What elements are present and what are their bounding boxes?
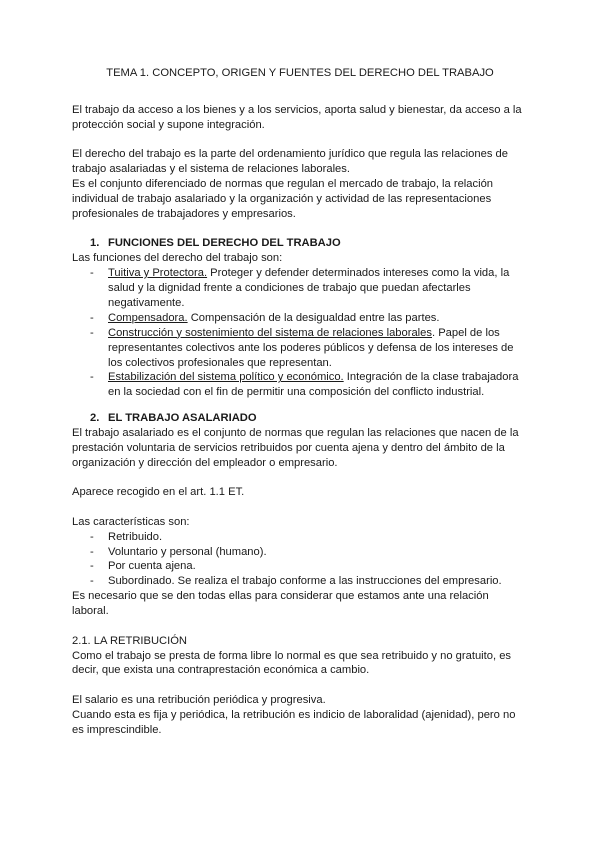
list-item — [72, 266, 528, 311]
section-2-heading — [72, 411, 528, 426]
function-term: Tuitiva y Protectora. — [108, 267, 208, 280]
function-text: . Papel de los representantes colectivos ante los poderes públicos y defensa de los intereses de los colectivos profesionales que representan. — [108, 326, 514, 369]
characteristics-lead: Las características son: — [72, 515, 190, 528]
section-1-title: FUNCIONES DEL DERECHO DEL TRABAJO — [108, 237, 341, 250]
intro-paragraph-3: Es el conjunto diferenciado de normas que regulan el mercado de trabajo, la relación individual de trabajo asalariado y la organización y actividad de las representaciones profesionales de trabajadores y empresarios. — [72, 178, 494, 220]
function-term: Compensadora. — [108, 311, 188, 324]
functions-list — [72, 266, 528, 400]
function-term: Construcción y sostenimiento del sistema de relaciones laborales — [108, 326, 432, 339]
function-text: Integración de la clase trabajadora en la sociedad con el fin de permitir una composición del conflicto industrial. — [108, 371, 519, 399]
section-2-definition: El trabajo asalariado es el conjunto de normas que regulan las relaciones que nacen de la prestación voluntaria de servicios retribuidos por cuenta ajena y dentro del ámbito de la organización y dirección del empleador o empresario. — [72, 427, 519, 469]
section-2-1-paragraph-1: Como el trabajo se presta de forma libre lo normal es que sea retribuido y no gratuito, es decir, que exista una contraprestación económica a cambio. — [72, 649, 512, 677]
section-2-number: 2. — [90, 412, 100, 425]
list-item: - Subordinado. Se realiza el trabajo conforme a las instrucciones del empresario. — [72, 574, 528, 589]
section-2-reference: Aparece recogido en el art. 1.1 ET. — [72, 486, 245, 499]
intro-paragraph-1: El trabajo da acceso a los bienes y a los servicios, aporta salud y bienestar, da acceso a la protección social y supone integración. — [72, 103, 522, 131]
section-1-number: 1. — [90, 237, 100, 250]
list-item — [72, 311, 528, 326]
list-item — [72, 326, 528, 371]
function-term: Estabilización del sistema político y económico. — [108, 371, 344, 384]
list-item: - Por cuenta ajena. — [72, 559, 528, 574]
list-item: - Retribuido. — [72, 530, 528, 545]
section-1-lead: Las funciones del derecho del trabajo son: — [72, 252, 283, 265]
section-2-1-paragraph-3: Cuando esta es fija y periódica, la retribución es indicio de laboralidad (ajenidad), pero no es imprescindible. — [72, 708, 516, 736]
document-title: TEMA 1. CONCEPTO, ORIGEN Y FUENTES DEL DERECHO DEL TRABAJO — [106, 67, 494, 79]
list-item: - Voluntario y personal (humano). — [72, 545, 528, 560]
section-2-1-paragraph-2: El salario es una retribución periódica y progresiva. — [72, 693, 326, 706]
characteristics-conclusion: Es necesario que se den todas ellas para considerar que estamos ante una relación laboral. — [72, 590, 489, 618]
section-1-heading — [72, 236, 528, 251]
characteristics-list — [72, 530, 528, 590]
function-text: Compensación de la desigualdad entre las partes. — [187, 311, 440, 324]
intro-paragraph-2: El derecho del trabajo es la parte del ordenamiento jurídico que regula las relaciones de trabajo asalariadas y el sistema de relaciones laborales. — [72, 148, 508, 176]
section-2-title: EL TRABAJO ASALARIADO — [108, 412, 257, 425]
function-text: Proteger y defender determinados intereses como la vida, la salud y la dignidad frente a condiciones de trabajo que puedan afectarles negativamente. — [108, 267, 510, 309]
section-2-1-heading: 2.1. LA RETRIBUCIÓN — [72, 634, 188, 647]
list-item — [72, 370, 528, 400]
